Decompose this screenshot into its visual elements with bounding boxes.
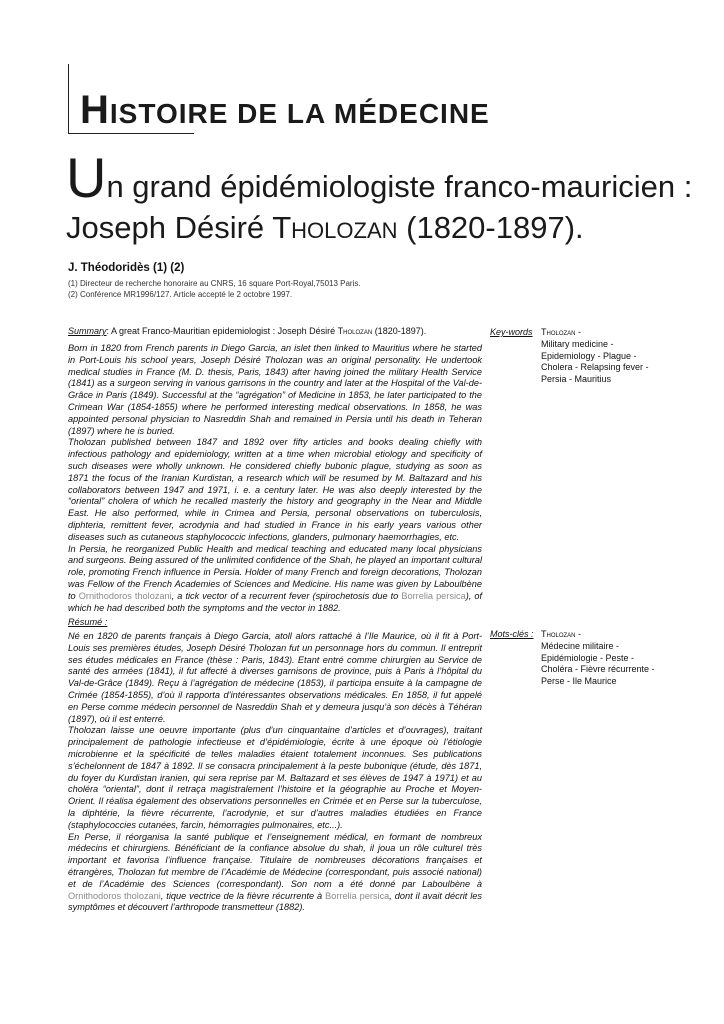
keywords-en-label: Key-words xyxy=(490,327,533,337)
resume-p3-text-a: En Perse, il réorganisa la santé publique et l’enseignement médical, en formant de nombreux médecins et chirurgiens. Bénéficiant de la confiance absolue du shah, il joua un rôle culturel très important et favorisa l’influence française. Titulaire de nombreuses décorations françaises et étrangères, Tholozan fut membre de l’Académie de Médecine (correspondant, puis associé national) et de l’Académie des Sciences (correspondant). Son nom a été donné par Laboulbène à xyxy=(68,831,482,889)
authors: J. Théodoridès (1) (2) xyxy=(68,262,185,274)
summary-paragraph-2: Tholozan published between 1847 and 1892 over fifty articles and books dealing chiefly with infectious pathology and epidemiology, written at a time when microbial etiology and specificity of such diseases were wholly unknown. He considered chiefly bubonic plague, studying as soon as 1871 the focus of the Iranian Kurdistan, a research which will be resumed by M. Baltazard and his collaborators between 1947 and 1971, i. e. a century later. He was also deeply interested by the “oriental” cholera of which he recalled masterly the history and geography in the Near and Middle East. He also performed, while in Crimea and Persia, personal observations on tuberculosis, diphteria, remittent fever, acrodynia and had studied in France in his early years various other diseases such as cutaneous staphylococcic infections, glanders, pulmonary haemorrhagies, etc. xyxy=(68,437,482,542)
summary-p3-text-a: In Persia, he reorganized Public Health and medical teaching and educated many local physicians and surgeons. Being assured of the unlimited confidence of the Shah, he played an important cultural role, promoting French influence in Persia. Holder of many French and foreign decorations, Tholozan was Fellow of the French Academies of Sciences and Medicine. His name was given by Laboulbène to xyxy=(68,543,482,601)
resume-paragraph-1: Né en 1820 de parents français à Diego Garcia, atoll alors rattaché à l’Ile Maurice, où il fit à Port-Louis ses premières études, Joseph Désiré Tholozan fut un personnage hors du commun. Il entreprit ses études médicales en France (thèse : Paris, 1843). Etant entré comme chirurgien au Service de santé des armées (1841), il fut affecté à diverses garnisons de province, puis à Paris à l’hôpital du Val-de-Grâce (1849). Reçu à l’agrégation de médecine (1853), il participa ensuite à la campagne de Crimée (1854-1855), d’où il rapporta d’intéressantes observations médicales. En 1858, il fut appelé en Perse comme médecin personnel de Nasreddin Shah et y demeura jusqu’à son décès à Téhéran (1897), où il est enterré. xyxy=(68,631,482,724)
keyword-fr-5: Perse - Ile Maurice xyxy=(541,676,617,687)
section-title xyxy=(80,88,490,133)
section-title-word: ISTOIRE xyxy=(109,98,229,129)
title-drop-letter: U xyxy=(66,146,107,209)
summary-label: Summary xyxy=(68,326,107,336)
title-line2-dates: (1820-1897). xyxy=(397,210,584,245)
resume-bacterium-name: Borrelia persica xyxy=(325,890,390,901)
summary-heading-end: (1820-1897). xyxy=(374,326,427,336)
resume-paragraph-3 xyxy=(68,832,482,915)
section-title-tail: DE LA MÉDECINE xyxy=(228,98,490,129)
summary-heading xyxy=(68,326,426,336)
keyword-fr-2: Médecine militaire - xyxy=(541,640,620,651)
header-horizontal-rule xyxy=(68,133,194,134)
summary-species-name: Ornithodoros tholozani xyxy=(78,590,172,601)
summary-paragraph-1: Born in 1820 from French parents in Diego Garcia, an islet then linked to Mauritius where he started in Port-Louis his school years, Joseph Désiré Tholozan was an original personality. He undertook medical studies in France (M. D. thesis, Paris, 1843) after having joined the military Health Service (1841) as a surgeon serving in various garrisons in the country and later at the Hospital of the Val-de-Grâce in Paris (1849). Successful at the “agrégation” of Medicine in 1853, he later participated to the Crimean War (1854-1855) where he performed interesting medical observations. In 1858, he was appointed personal physician to Nasreddin Shah and remained in Persia until his death in Teheran (1897) where he is buried. xyxy=(68,343,482,436)
affiliation-1: (1) Directeur de recherche honoraire au CNRS, 16 square Port-Royal,75013 Paris. xyxy=(68,279,361,288)
keyword-fr-1: Tholozan - xyxy=(541,629,581,639)
summary-body xyxy=(68,343,482,614)
summary-paragraph-3 xyxy=(68,544,482,615)
summary-p3-text-b: , a tick vector of a recurrent fever (spirochetosis due to xyxy=(171,590,399,601)
keyword-en-2: Military medicine - xyxy=(541,338,614,349)
header-vertical-rule xyxy=(68,64,69,134)
summary-heading-text: : A great Franco-Mauritian epidemiologist : Joseph Désiré xyxy=(106,326,336,336)
summary-p3-text-c: ), of which he had described both the symptoms and the vector in 1882. xyxy=(68,590,483,613)
summary-bacterium-name: Borrelia persica xyxy=(401,590,466,601)
resume-p3-text-b: , tique vectrice de la fièvre récurrente à xyxy=(160,890,323,901)
keyword-fr-3: Epidémiologie - Peste - xyxy=(541,652,635,663)
keywords-fr-label: Mots-clés : xyxy=(490,629,534,639)
keyword-en-4: Cholera - Relapsing fever - xyxy=(541,362,649,373)
resume-p3-text-c: , dont il avait décrit les symptômes et découvert l’arthropode transmetteur (1882). xyxy=(68,890,483,913)
title-line1-text: n grand épidémiologiste franco-mauricien : xyxy=(106,169,693,204)
affiliation-2: (2) Conférence MR1996/127. Article accepté le 2 octobre 1997. xyxy=(68,290,293,299)
summary-heading-surname: Tholozan xyxy=(337,326,373,336)
keywords-fr-list xyxy=(541,629,661,688)
keyword-en-1: Tholozan - xyxy=(541,327,581,337)
article-title-line1 xyxy=(66,146,693,209)
section-title-initial: H xyxy=(80,88,110,132)
article-title-line2 xyxy=(66,210,584,246)
keyword-en-3: Epidemiology - Plague - xyxy=(541,350,637,361)
keywords-en-list xyxy=(541,327,661,386)
resume-body xyxy=(68,631,482,914)
resume-label: Résumé : xyxy=(68,617,108,627)
resume-species-name: Ornithodoros tholozani xyxy=(68,890,161,901)
resume-paragraph-2: Tholozan laisse une oeuvre importante (plus d’un cinquantaine d’articles et d’ouvrages), traitant principalement de pathologie infectieuse et d’épidémiologie, écrite à une époque où l’étiologie microbienne et la spécificité de telles maladies étaient totalement inconnues. Ses publications s’échelonnent de 1847 à 1892. Il se consacra principalement à la peste bubonique (étude, dès 1871, du foyer du Kurdistan iranien, qui sera reprise par M. Baltazard et ses élèves de 1947 à 1971) et au choléra “oriental”, dont il retraça magistralement l’histoire et la géographie au Proche et Moyen-Orient. Il réalisa également des observations personnelles en Crimée et en Perse sur la tuberculose, la diphtérie, la fièvre récurrente, l’acrodynie, et sur d’autres maladies étudiées en France (staphylococcies cutanées, farcin, hémorragies pulmonaires, etc...). xyxy=(68,725,482,830)
keyword-fr-4: Choléra - Fièvre récurrente - xyxy=(541,664,655,675)
keyword-en-5: Persia - Mauritius xyxy=(541,374,612,385)
title-line2-prefix: Joseph Désiré T xyxy=(66,210,292,245)
title-line2-surname: holozan xyxy=(291,210,398,245)
